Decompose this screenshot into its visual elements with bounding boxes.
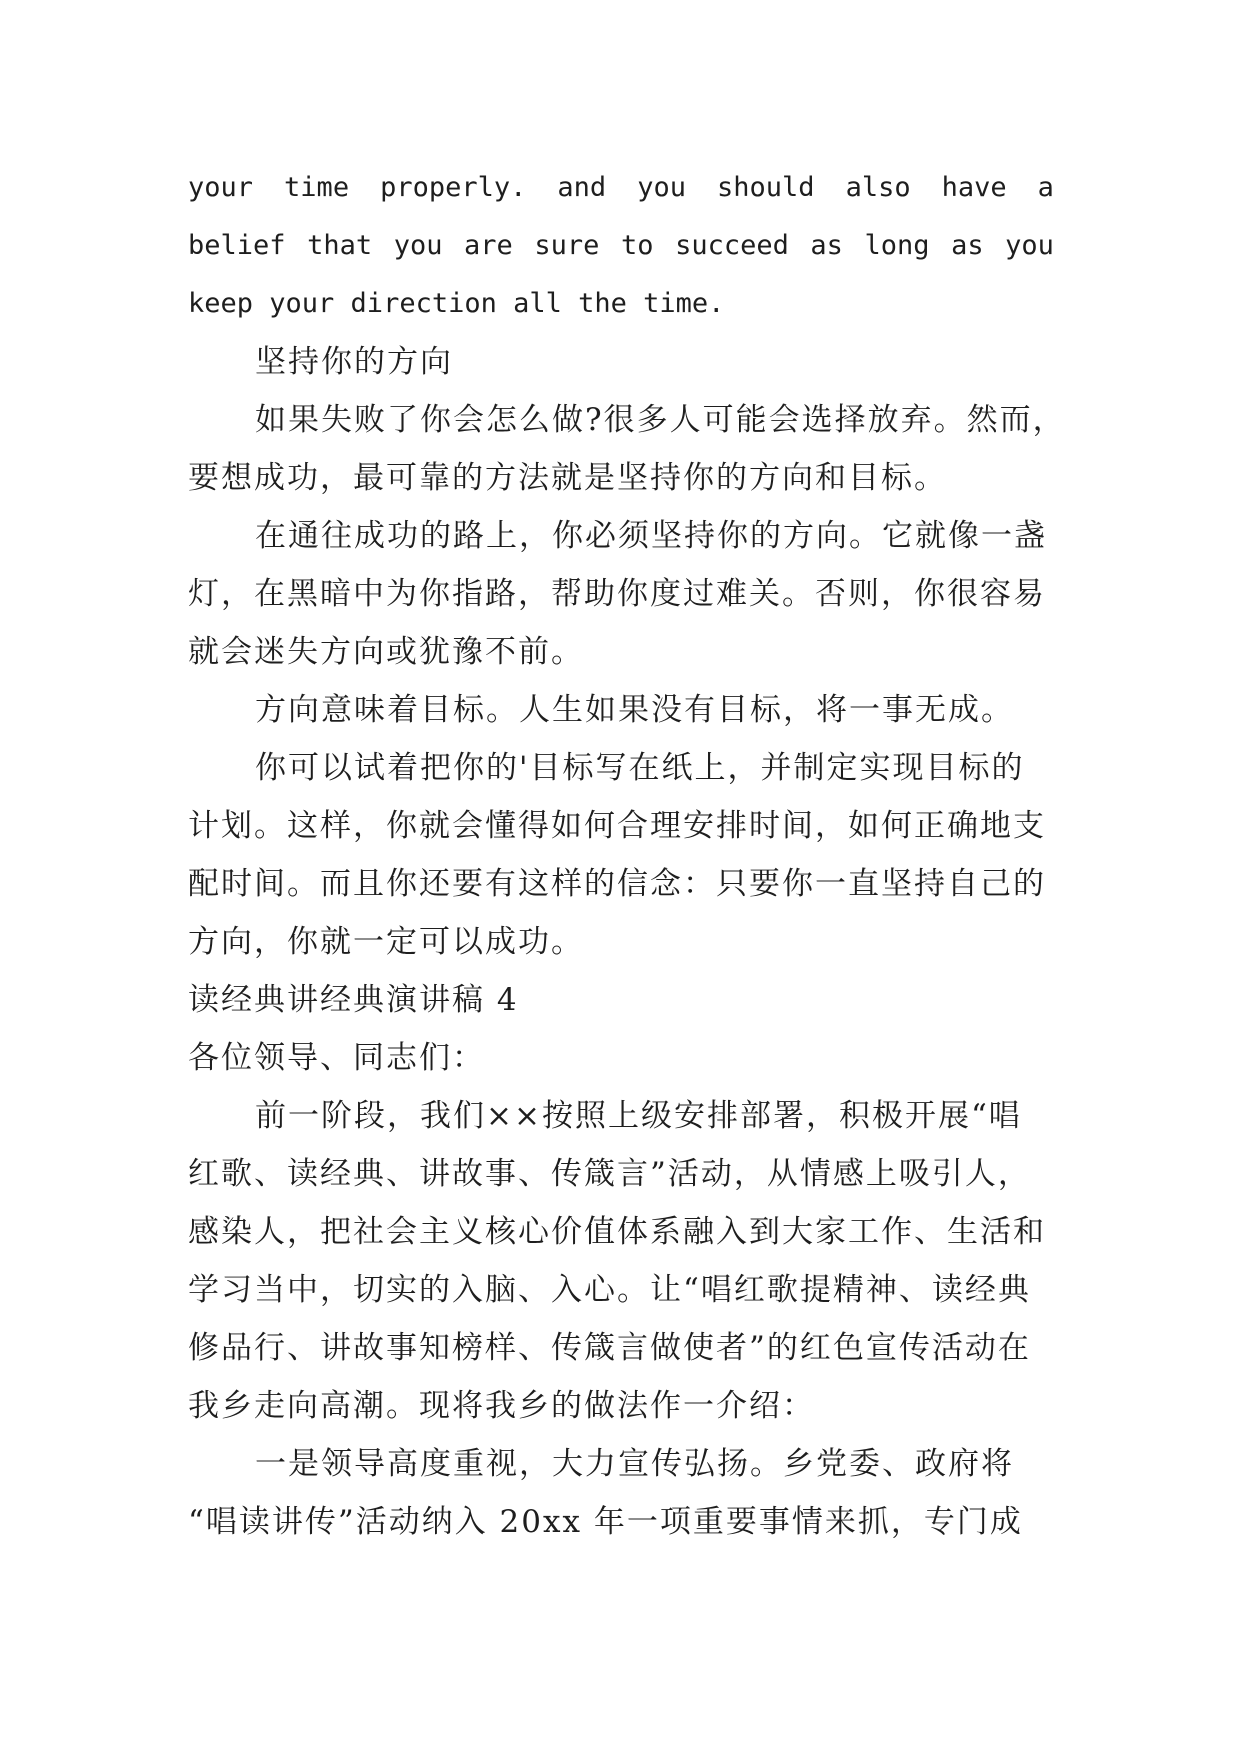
paragraph-heading: 坚持你的方向 bbox=[255, 344, 453, 380]
paragraph-line: 计划。这样，你就会懂得如何合理安排时间，如何正确地支 bbox=[188, 808, 1046, 844]
word: should bbox=[717, 172, 815, 203]
word: that bbox=[307, 230, 373, 261]
word: belief bbox=[188, 230, 286, 261]
paragraph-line: 我乡走向高潮。现将我乡的做法作一介绍： bbox=[188, 1388, 815, 1424]
word: as bbox=[951, 230, 984, 261]
english-line-2 bbox=[188, 217, 1054, 275]
paragraph-line: 在通往成功的路上，你必须坚持你的方向。它就像一盏 bbox=[255, 518, 1047, 554]
word: a bbox=[1037, 172, 1054, 203]
english-line-3: keep your direction all the time. bbox=[188, 288, 725, 319]
paragraph-line: 修品行、讲故事知榜样、传箴言做使者”的红色宣传活动在 bbox=[188, 1330, 1031, 1366]
word: succeed bbox=[675, 230, 789, 261]
word: have bbox=[941, 172, 1007, 203]
word: sure bbox=[534, 230, 600, 261]
paragraph-line: 方向，你就一定可以成功。 bbox=[188, 924, 584, 960]
paragraph-line: 学习当中，切实的入脑、入心。让“唱红歌提精神、读经典 bbox=[188, 1272, 1031, 1308]
paragraph-line: 方向意味着目标。人生如果没有目标，将一事无成。 bbox=[255, 692, 1014, 728]
paragraph-line: “唱读讲传”活动纳入 20xx 年一项重要事情来抓，专门成 bbox=[188, 1504, 1023, 1540]
word: you bbox=[637, 172, 686, 203]
word: you bbox=[393, 230, 443, 261]
word: time bbox=[284, 172, 350, 203]
paragraph-line: 就会迷失方向或犹豫不前。 bbox=[188, 634, 584, 670]
paragraph-line: 红歌、读经典、讲故事、传箴言”活动，从情感上吸引人， bbox=[188, 1156, 1031, 1192]
word: and bbox=[557, 172, 607, 203]
section-title: 读经典讲经典演讲稿 4 bbox=[188, 982, 519, 1018]
paragraph-line: 感染人，把社会主义核心价值体系融入到大家工作、生活和 bbox=[188, 1214, 1046, 1250]
word: to bbox=[620, 230, 654, 261]
paragraph-line: 要想成功，最可靠的方法就是坚持你的方向和目标。 bbox=[188, 460, 947, 496]
paragraph-line: 你可以试着把你的'目标写在纸上，并制定实现目标的 bbox=[255, 750, 1025, 786]
paragraph-line: 如果失败了你会怎么做?很多人可能会选择放弃。然而， bbox=[255, 402, 1066, 438]
word: you bbox=[1005, 230, 1054, 261]
salutation: 各位领导、同志们： bbox=[188, 1040, 485, 1076]
paragraph-line: 灯，在黑暗中为你指路，帮助你度过难关。否则，你很容易 bbox=[188, 576, 1046, 612]
paragraph-line: 一是领导高度重视，大力宣传弘扬。乡党委、政府将 bbox=[255, 1446, 1014, 1482]
word: properly. bbox=[380, 172, 527, 203]
word: long bbox=[864, 230, 930, 261]
word: your bbox=[188, 172, 254, 203]
paragraph-line: 配时间。而且你还要有这样的信念：只要你一直坚持自己的 bbox=[188, 866, 1046, 902]
word: are bbox=[464, 230, 513, 261]
word: as bbox=[810, 230, 843, 261]
english-line-1 bbox=[188, 159, 1054, 217]
paragraph-line: 前一阶段，我们××按照上级安排部署，积极开展“唱 bbox=[255, 1098, 1022, 1134]
word: also bbox=[845, 172, 911, 203]
